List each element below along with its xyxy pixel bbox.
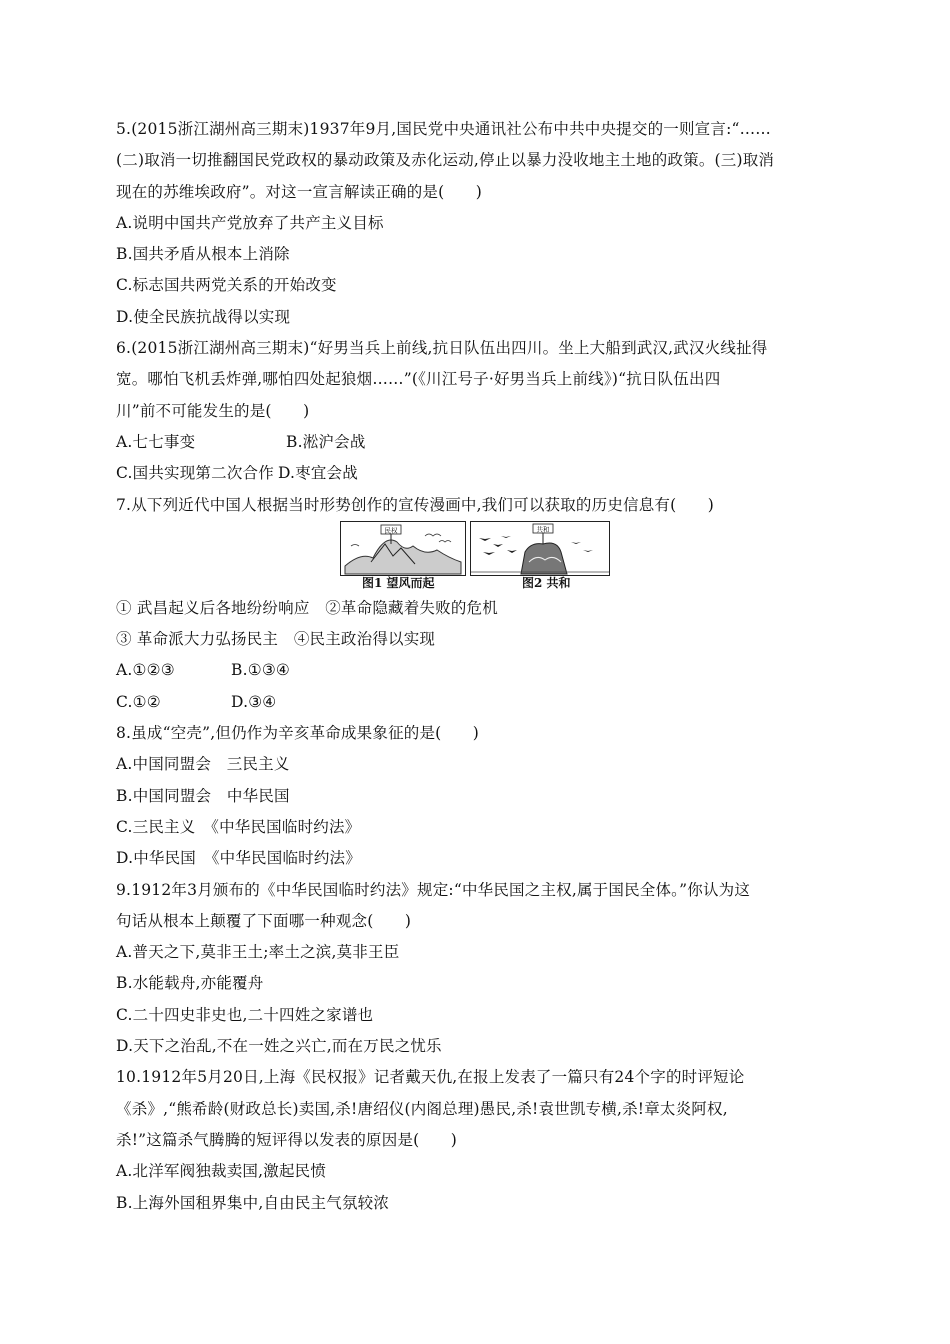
- q10-stem-line2: 《杀》,“熊希龄(财政总长)卖国,杀!唐绍仪(内阁总理)愚民,杀!袁世凯专横,杀!章太炎阿权,: [116, 1099, 728, 1118]
- q7-items-line1: ① 武昌起义后各地纷纷响应 ②革命隐藏着失败的危机: [116, 598, 498, 617]
- q6-option-a: A.七七事变: [116, 432, 196, 451]
- q10-option-b: B.上海外国租界集中,自由民主气氛较浓: [116, 1193, 390, 1212]
- q8-option-c: C.三民主义 《中华民国临时约法》: [116, 817, 361, 836]
- q10-stem-line3: 杀!”这篇杀气腾腾的短评得以发表的原因是( ): [116, 1130, 458, 1149]
- q7-option-a: A.①②③: [116, 661, 175, 680]
- q5-stem-line1: 5.(2015浙江湖州高三期末)1937年9月,国民党中央通讯社公布中共中央提交的一则宣言:“……: [116, 120, 772, 138]
- q7-option-d: D.③④: [231, 692, 277, 711]
- q9-option-b: B.水能载舟,亦能覆舟: [116, 974, 264, 993]
- q10-option-a: A.北洋军阀独裁卖国,激起民愤: [116, 1162, 327, 1181]
- q5-option-b: B.国共矛盾从根本上消除: [116, 245, 290, 264]
- cartoon-figure-2: [470, 521, 610, 576]
- q6-options-row2: [116, 458, 834, 489]
- q6-option-c: C.国共实现第二次合作: [116, 464, 274, 483]
- q6-stem-line2: 宽。哪怕飞机丢炸弹,哪怕四处起狼烟……”(《川江号子·好男当兵上前线》)“抗日队伍出四: [116, 370, 721, 389]
- q7-items-line2: ③ 革命派大力弘扬民主 ④民主政治得以实现: [116, 630, 436, 649]
- q6-stem-line1: 6.(2015浙江湖州高三期末)“好男当兵上前线,抗日队伍出四川。坐上大船到武汉,武汉火线扯得: [116, 339, 768, 358]
- q7-option-b: B.①③④: [231, 661, 291, 680]
- fig1-caption: 图1 望风而起: [362, 575, 435, 590]
- cartoon-figure-1: [340, 521, 466, 576]
- q6-stem-line3: 川”前不可能发生的是( ): [116, 401, 310, 420]
- q7-stem-line1: 7.从下列近代中国人根据当时形势创作的宣传漫画中,我们可以获取的历史信息有( ): [116, 495, 715, 514]
- q9-option-a: A.普天之下,莫非王土;率土之滨,莫非王臣: [116, 943, 400, 962]
- q8-option-a: A.中国同盟会 三民主义: [116, 755, 290, 774]
- fig2-sign-text: 共和: [536, 525, 550, 534]
- fig2-caption: 图2 共和: [522, 575, 571, 590]
- q6-options-row1: [116, 427, 834, 458]
- q9-option-d: D.天下之治乱,不在一姓之兴亡,而在万民之忧乐: [116, 1037, 442, 1056]
- q9-stem-line1: 9.1912年3月颁布的《中华民国临时约法》规定:“中华民国之主权,属于国民全体。”你认为这: [116, 880, 751, 899]
- q8-stem-line1: 8.虽成“空壳”,但仍作为辛亥革命成果象征的是( ): [116, 724, 480, 743]
- q6-option-b: B.淞沪会战: [286, 432, 366, 451]
- fig1-sign-text: 民权: [384, 526, 398, 535]
- cartoon-mountain-crowd-image: [341, 522, 465, 575]
- q8-option-b: B.中国同盟会 中华民国: [116, 786, 290, 805]
- q7-option-c: C.①②: [116, 692, 161, 711]
- cartoon-birds-rock-image: [471, 522, 609, 575]
- q6-option-d: D.枣宜会战: [277, 464, 358, 483]
- q8-option-d: D.中华民国 《中华民国临时约法》: [116, 849, 361, 868]
- q7-options-row1: [116, 655, 834, 686]
- q9-option-c: C.二十四史非史也,二十四姓之家谱也: [116, 1005, 374, 1024]
- q5-stem-line2: (二)取消一切推翻国民党政权的暴动政策及赤化运动,停止以暴力没收地主土地的政策。(三)取消: [116, 151, 775, 170]
- q7-options-row2: [116, 687, 834, 718]
- q5-option-d: D.使全民族抗战得以实现: [116, 307, 291, 326]
- question-list: [116, 114, 834, 1219]
- q10-stem-line1: 10.1912年5月20日,上海《民权报》记者戴天仇,在报上发表了一篇只有24个字的时评短论: [116, 1068, 745, 1087]
- q5-option-c: C.标志国共两党关系的开始改变: [116, 276, 337, 295]
- q5-option-a: A.说明中国共产党放弃了共产主义目标: [116, 213, 384, 232]
- q9-stem-line2: 句话从根本上颠覆了下面哪一种观念( ): [116, 911, 412, 930]
- q5-stem-line3: 现在的苏维埃政府”。对这一宣言解读正确的是( ): [116, 182, 483, 201]
- q7-captions: [340, 573, 834, 593]
